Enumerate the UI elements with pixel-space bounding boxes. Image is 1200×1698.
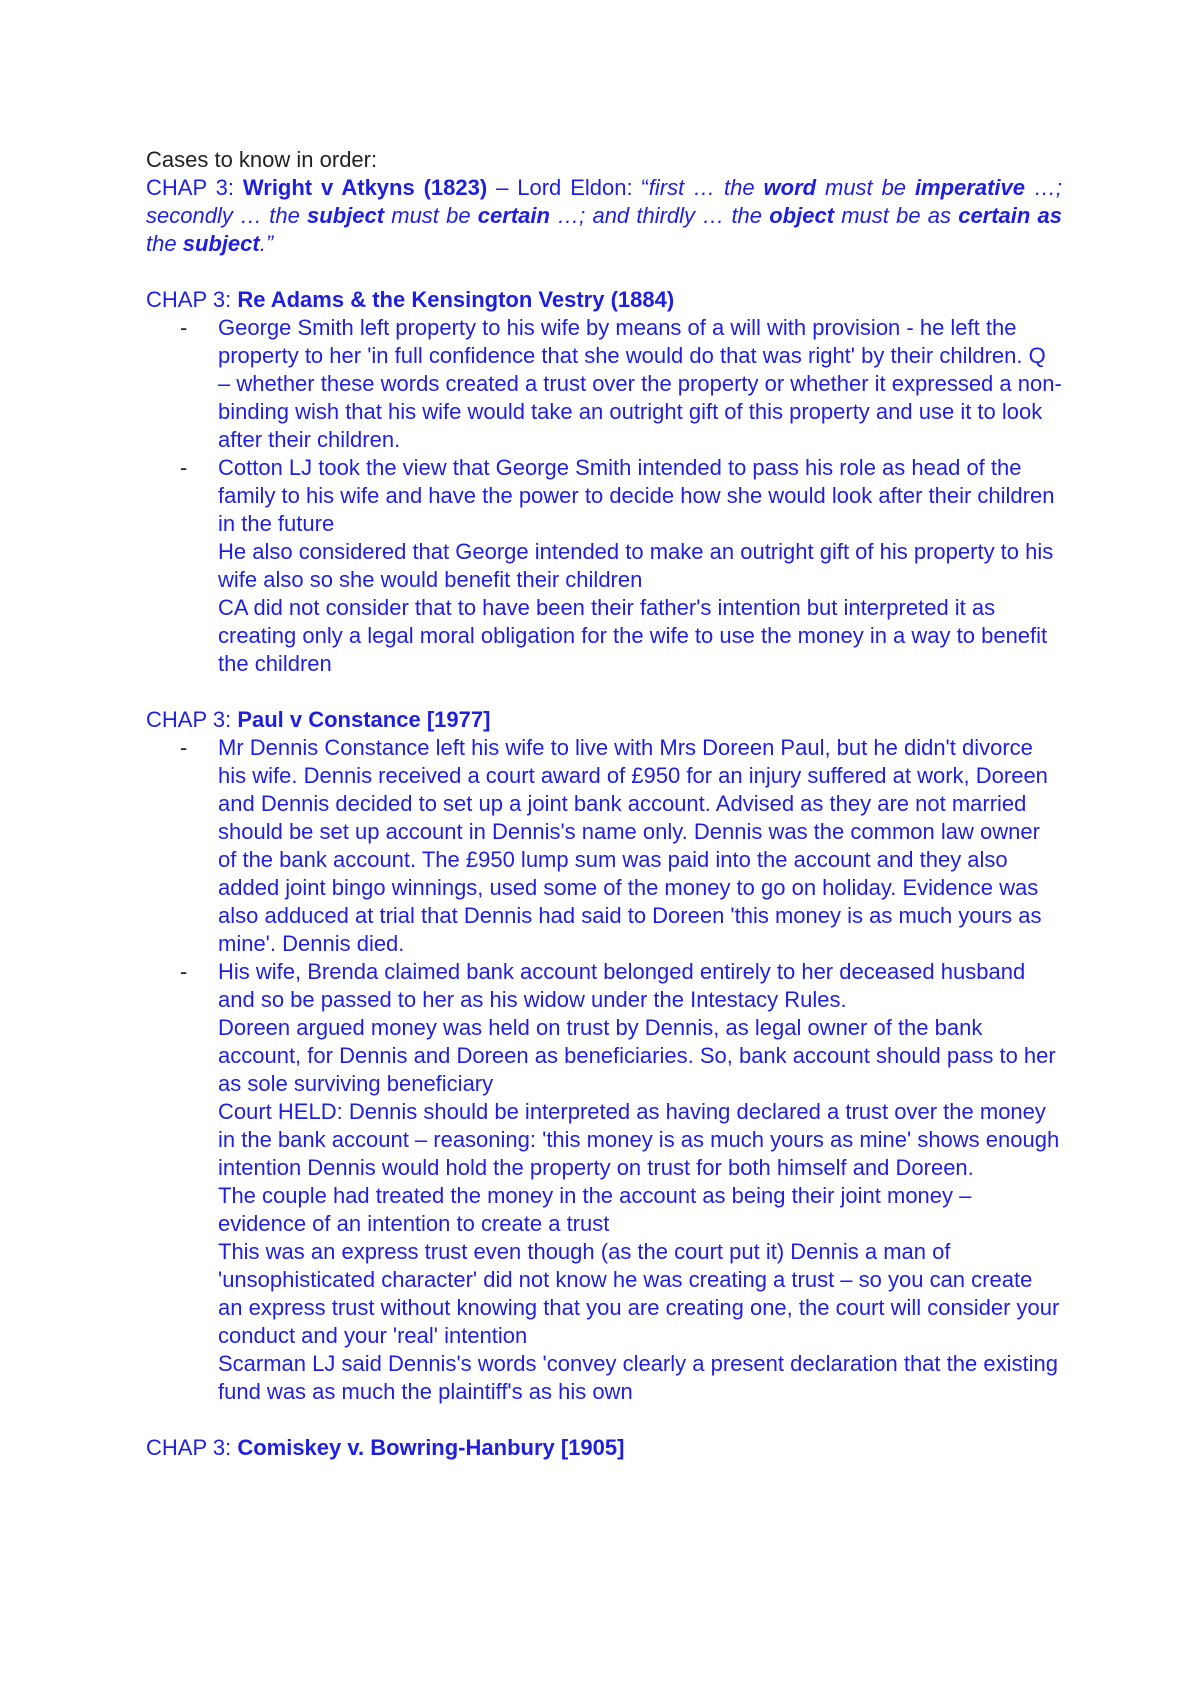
adams-bullet-2-p3: CA did not consider that to have been their father's intention but interpreted it as creating only a legal moral obligation for the wife to use the money in a way to benefit the children	[218, 595, 1048, 676]
wright-quote-7: must be	[384, 203, 478, 228]
adams-bullet-1: George Smith left property to his wife by means of a will with provision - he left the property to her 'in full confidence that she would do that was right' by their children. Q – whether these words created a trust over the property or whether it expressed a non-binding wish that his wife would take an outright gift of this property and use it to look after their children.	[218, 315, 1062, 452]
adams-bullet-2-p1: Cotton LJ took the view that George Smith intended to pass his role as head of the family to his wife and have the power to decide how she would look after their children in the future	[218, 455, 1055, 536]
dash-bullet: -	[180, 959, 188, 984]
paul-bullet-2-p1: His wife, Brenda claimed bank account belonged entirely to her deceased husband and so be passed to her as his widow under the Intestacy Rules.	[218, 959, 1026, 1012]
paul-list	[146, 734, 1062, 1406]
adams-case-title: Re Adams & the Kensington Vestry (1884)	[237, 287, 675, 312]
paul-bullet-2-p5: This was an express trust even though (as the court put it) Dennis a man of 'unsophisticated character' did not know he was creating a trust – so you can create an express trust without knowing that you are creating one, the court will consider your conduct and your 'real' intention	[218, 1239, 1060, 1348]
paul-heading	[146, 706, 1062, 734]
wright-quote-5: …; secondly … the	[146, 175, 1063, 228]
comiskey-chap-label: CHAP 3:	[146, 1435, 232, 1460]
paul-bullet-2-p4: The couple had treated the money in the account as being their joint money – evidence of an intention to create a trust	[218, 1183, 972, 1236]
list-item	[146, 734, 1062, 958]
adams-list	[146, 314, 1062, 678]
wright-quote-end: .”	[259, 231, 274, 256]
comiskey-heading	[146, 1434, 1062, 1462]
list-item	[146, 454, 1062, 678]
wright-quote-word: word	[763, 175, 817, 200]
paul-bullet-2-p3: Court HELD: Dennis should be interpreted as having declared a trust over the money in the bank account – reasoning: 'this money is as much yours as mine' shows enough intention Dennis would hold the property on trust for both himself and Doreen.	[218, 1099, 1060, 1180]
paul-bullet-2-p6: Scarman LJ said Dennis's words 'convey clearly a present declaration that the existing fund was as much the plaintiff's as his own	[218, 1351, 1058, 1404]
document-page	[146, 146, 1062, 1462]
wright-quote-imperative: imperative	[914, 175, 1025, 200]
paul-bullet-1: Mr Dennis Constance left his wife to live with Mrs Doreen Paul, but he didn't divorce his wife. Dennis received a court award of £950 for an injury suffered at work, Doreen and Dennis decided to set up a joint bank account. Advised as they are not married should be set up account in Dennis's name only. Dennis was the common law owner of the bank account. The £950 lump sum was paid into the account and they also added joint bingo winnings, used some of the money to go on holiday. Evidence was also adduced at trial that Dennis had said to Doreen 'this money is as much yours as mine'. Dennis died.	[218, 735, 1048, 956]
paul-chap-label: CHAP 3:	[146, 707, 232, 732]
paul-case-title: Paul v Constance [1977]	[237, 707, 491, 732]
spacer	[146, 678, 1062, 706]
list-item	[146, 958, 1062, 1406]
comiskey-case-title: Comiskey v. Bowring-Hanbury [1905]	[237, 1435, 625, 1460]
adams-heading	[146, 286, 1062, 314]
wright-quote-certain-as: certain as	[958, 203, 1063, 228]
spacer	[146, 1406, 1062, 1434]
spacer	[146, 258, 1062, 286]
intro-line: Cases to know in order:	[146, 147, 378, 172]
wright-quote-object: object	[769, 203, 835, 228]
list-item	[146, 314, 1062, 454]
wright-quote-subject-2: subject	[182, 231, 260, 256]
wright-quote-1: first … the	[648, 175, 764, 200]
dash-bullet: -	[180, 455, 188, 480]
wright-quote-3: must be	[816, 175, 915, 200]
wright-chap-label: CHAP 3:	[146, 175, 234, 200]
wright-section	[146, 174, 1062, 258]
paul-bullet-2-p2: Doreen argued money was held on trust by Dennis, as legal owner of the bank account, for Dennis and Doreen as beneficiaries. So, bank account should pass to her as sole surviving beneficiary	[218, 1015, 1056, 1096]
wright-quote-11: must be as	[834, 203, 959, 228]
adams-bullet-2-p2: He also considered that George intended to make an outright gift of his property to his wife also so she would benefit their children	[218, 539, 1054, 592]
wright-case-title: Wright v Atkyns (1823)	[242, 175, 488, 200]
dash-bullet: -	[180, 735, 188, 760]
dash-bullet: -	[180, 315, 188, 340]
wright-attribution: – Lord Eldon: “	[496, 175, 649, 200]
wright-quote-subject: subject	[307, 203, 385, 228]
wright-quote-9: …; and thirdly … the	[549, 203, 770, 228]
adams-chap-label: CHAP 3:	[146, 287, 232, 312]
wright-quote-13: the	[146, 231, 183, 256]
wright-quote-certain: certain	[477, 203, 550, 228]
